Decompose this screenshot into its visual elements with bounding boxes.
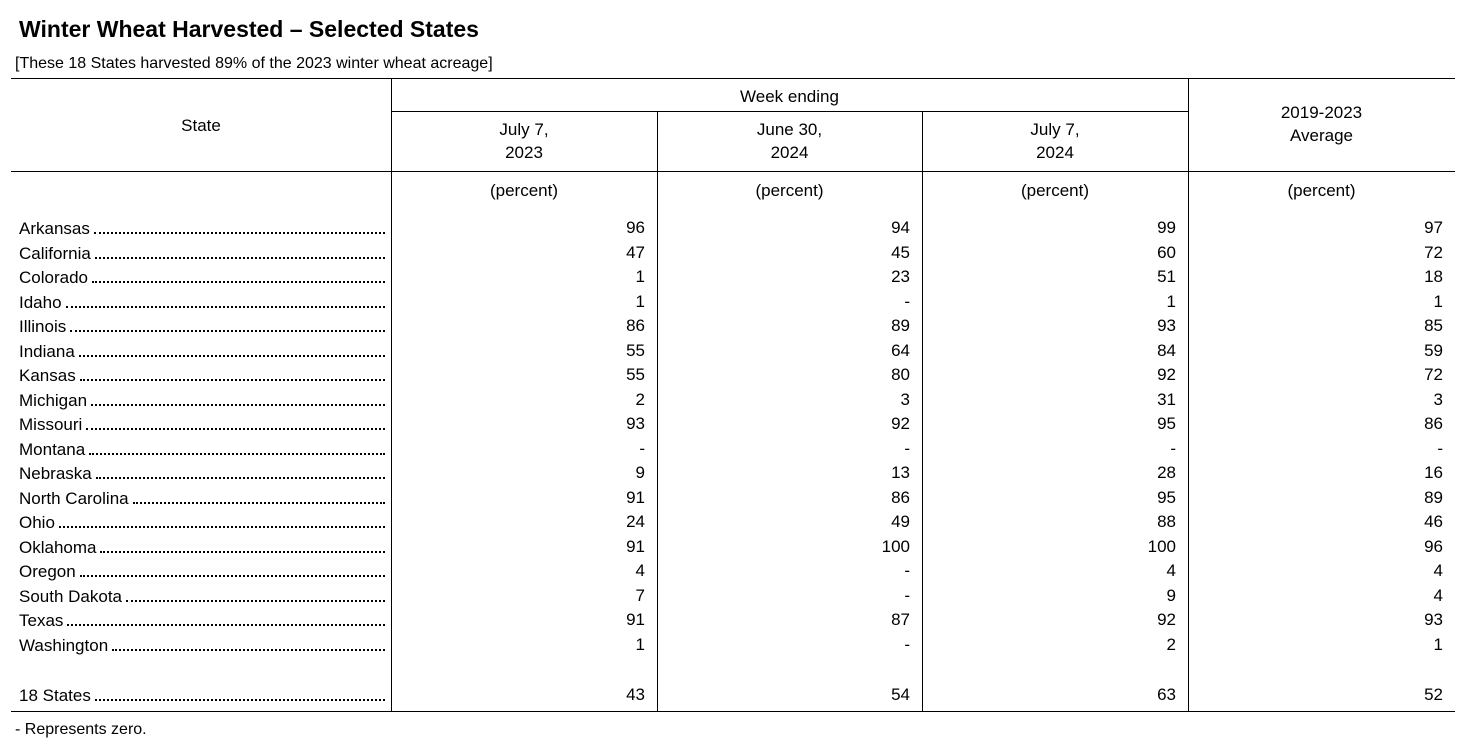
dot-leader <box>112 649 385 651</box>
state-name: Kansas <box>19 366 76 385</box>
state-name: Oklahoma <box>19 538 97 557</box>
table-cell-value: 100 <box>1147 537 1176 556</box>
table-cell-value: 60 <box>1157 243 1176 262</box>
unit-label: (percent) <box>1287 181 1356 200</box>
table-row-state <box>19 340 385 362</box>
table-cell-value: - <box>904 586 910 605</box>
table-cell-value: 1 <box>635 267 645 286</box>
table-bottom-rule <box>11 711 1455 712</box>
dot-leader <box>86 428 385 430</box>
table-cell-value: 4 <box>1166 561 1176 580</box>
table-row-state <box>19 511 385 533</box>
table-cell-value: 1 <box>1166 292 1176 311</box>
table-cell-value: 72 <box>1424 243 1443 262</box>
dot-leader <box>95 257 385 259</box>
table-row-state <box>19 389 385 411</box>
table-cell-value: 88 <box>1157 512 1176 531</box>
state-name: 18 States <box>19 686 91 705</box>
table-cell-value: 91 <box>626 537 645 556</box>
table-top-rule <box>11 78 1455 79</box>
table-cell-value: 47 <box>626 243 645 262</box>
state-name: Idaho <box>19 293 62 312</box>
table-row-state <box>19 315 385 337</box>
column-header-3-line2: 2024 <box>1036 143 1074 162</box>
state-name: California <box>19 244 91 263</box>
dot-leader <box>100 551 385 553</box>
table-cell-value: 28 <box>1157 463 1176 482</box>
state-name: Montana <box>19 440 86 459</box>
table-cell-value: - <box>639 439 645 458</box>
table-cell-value: 97 <box>1424 218 1443 237</box>
table-cell-value: - <box>904 635 910 654</box>
table-cell-value: 9 <box>635 463 645 482</box>
column-header-4-line2: Average <box>1289 126 1353 145</box>
week-ending-header <box>391 85 1188 108</box>
table-cell-value: - <box>1170 439 1176 458</box>
column-header-3-line1: July 7, <box>1030 120 1080 139</box>
table-cell-value: 91 <box>626 488 645 507</box>
state-header-label: State <box>181 116 221 135</box>
footnote: - Represents zero. <box>15 721 147 738</box>
table-cell-value: 1 <box>635 635 645 654</box>
table-row-state <box>19 487 385 509</box>
dot-leader <box>91 404 385 406</box>
table-row-state <box>19 462 385 484</box>
table-cell-value: 87 <box>891 610 910 629</box>
table-row-state <box>19 364 385 386</box>
table-cell-value: 16 <box>1424 463 1443 482</box>
week-ending-rule <box>391 111 1188 112</box>
table-cell-value: 86 <box>891 488 910 507</box>
dot-leader <box>80 379 385 381</box>
unit-label: (percent) <box>489 181 559 200</box>
header-bottom-rule <box>11 171 1455 172</box>
table-cell-value: 9 <box>1166 586 1176 605</box>
table-cell-value: 89 <box>891 316 910 335</box>
table-row-state <box>19 413 385 435</box>
page-subtitle: [These 18 States harvested 89% of the 2023 winter wheat acreage] <box>15 55 493 72</box>
state-name: Ohio <box>19 513 55 532</box>
table-cell-value: 93 <box>626 414 645 433</box>
column-header-3 <box>922 118 1188 164</box>
table-cell-value: 92 <box>1157 365 1176 384</box>
table-cell-value: 95 <box>1157 488 1176 507</box>
state-name: Michigan <box>19 391 88 410</box>
table-cell-value: 2 <box>635 390 645 409</box>
table-cell-value: 96 <box>626 218 645 237</box>
table-cell-value: 92 <box>1157 610 1176 629</box>
state-name: South Dakota <box>19 587 123 606</box>
column-divider-3 <box>1188 79 1189 711</box>
dot-leader <box>133 502 385 504</box>
state-name: Colorado <box>19 268 88 287</box>
state-column-header <box>11 114 391 137</box>
table-cell-value: 91 <box>626 610 645 629</box>
column-divider-1 <box>657 112 658 711</box>
dot-leader <box>66 306 385 308</box>
table-cell-value: 59 <box>1424 341 1443 360</box>
dot-leader <box>96 477 385 479</box>
table-cell-value: 52 <box>1424 685 1443 704</box>
table-cell-value: 54 <box>891 685 910 704</box>
table-cell-value: 1 <box>1433 635 1443 654</box>
dot-leader <box>89 453 385 455</box>
state-name: Oregon <box>19 562 76 581</box>
table-cell-value: 2 <box>1166 635 1176 654</box>
table-cell-value: 93 <box>1157 316 1176 335</box>
table-cell-value: 13 <box>891 463 910 482</box>
dot-leader <box>80 575 385 577</box>
table-cell-value: 24 <box>626 512 645 531</box>
table-cell-value: 64 <box>891 341 910 360</box>
table-cell-value: 4 <box>635 561 645 580</box>
unit-label: (percent) <box>1020 181 1090 200</box>
table-cell-value: 84 <box>1157 341 1176 360</box>
table-cell-value: 100 <box>881 537 910 556</box>
table-cell-value: 99 <box>1157 218 1176 237</box>
column-header-1 <box>391 118 657 164</box>
state-name: Texas <box>19 611 64 630</box>
column-header-4 <box>1188 101 1455 147</box>
table-cell-value: 63 <box>1157 685 1176 704</box>
dot-leader <box>94 232 385 234</box>
column-divider-2 <box>922 112 923 711</box>
table-row-state <box>19 266 385 288</box>
table-cell-value: - <box>1437 439 1443 458</box>
column-header-2-line2: 2024 <box>770 143 809 162</box>
column-header-4-line1: 2019-2023 <box>1280 103 1363 122</box>
table-cell-value: - <box>904 561 910 580</box>
column-header-2-line1: June 30, <box>756 120 823 139</box>
dot-leader <box>95 699 385 701</box>
dot-leader <box>59 526 385 528</box>
column-divider-state <box>391 79 392 711</box>
table-cell-value: 3 <box>1433 390 1443 409</box>
table-row-state <box>19 684 385 706</box>
table-cell-value: 4 <box>1433 586 1443 605</box>
state-name: Arkansas <box>19 219 90 238</box>
table-row-state <box>19 560 385 582</box>
state-name: Nebraska <box>19 464 92 483</box>
dot-leader <box>67 624 385 626</box>
table-cell-value: 1 <box>1433 292 1443 311</box>
table-cell-value: 18 <box>1424 267 1443 286</box>
dot-leader <box>79 355 385 357</box>
table-row-state <box>19 242 385 264</box>
state-name: North Carolina <box>19 489 129 508</box>
table-cell-value: 4 <box>1433 561 1443 580</box>
state-name: Indiana <box>19 342 75 361</box>
week-ending-label: Week ending <box>740 87 839 106</box>
dot-leader <box>70 330 385 332</box>
table-cell-value: 43 <box>626 685 645 704</box>
table-cell-value: 92 <box>891 414 910 433</box>
table-cell-value: 31 <box>1157 390 1176 409</box>
table-row-state <box>19 536 385 558</box>
column-header-1-line2: 2023 <box>505 143 543 162</box>
table-cell-value: 23 <box>891 267 910 286</box>
table-cell-value: 3 <box>900 390 910 409</box>
table-cell-value: 96 <box>1424 537 1443 556</box>
table-cell-value: 94 <box>891 218 910 237</box>
table-cell-value: 55 <box>626 365 645 384</box>
table-row-state <box>19 438 385 460</box>
dot-leader <box>126 600 385 602</box>
table-cell-value: 93 <box>1424 610 1443 629</box>
table-row-state <box>19 634 385 656</box>
table-cell-value: 45 <box>891 243 910 262</box>
table-cell-value: 55 <box>626 341 645 360</box>
table-cell-value: 95 <box>1157 414 1176 433</box>
table-cell-value: 80 <box>891 365 910 384</box>
column-header-1-line1: July 7, <box>499 120 549 139</box>
state-name: Missouri <box>19 415 83 434</box>
table-cell-value: 86 <box>626 316 645 335</box>
state-name: Washington <box>19 636 109 655</box>
table-row-state <box>19 291 385 313</box>
table-cell-value: - <box>904 292 910 311</box>
table-row-state <box>19 217 385 239</box>
table-cell-value: - <box>904 439 910 458</box>
column-header-2 <box>657 118 922 164</box>
table-cell-value: 49 <box>891 512 910 531</box>
table-cell-value: 7 <box>635 586 645 605</box>
state-name: Illinois <box>19 317 67 336</box>
table-cell-value: 51 <box>1157 267 1176 286</box>
table-cell-value: 89 <box>1424 488 1443 507</box>
table-cell-value: 46 <box>1424 512 1443 531</box>
unit-label: (percent) <box>755 181 824 200</box>
table-row-state <box>19 585 385 607</box>
table-cell-value: 1 <box>635 292 645 311</box>
table-cell-value: 85 <box>1424 316 1443 335</box>
table-cell-value: 86 <box>1424 414 1443 433</box>
table-row-state <box>19 609 385 631</box>
page-title: Winter Wheat Harvested – Selected States <box>19 16 479 42</box>
dot-leader <box>92 281 385 283</box>
table-cell-value: 72 <box>1424 365 1443 384</box>
